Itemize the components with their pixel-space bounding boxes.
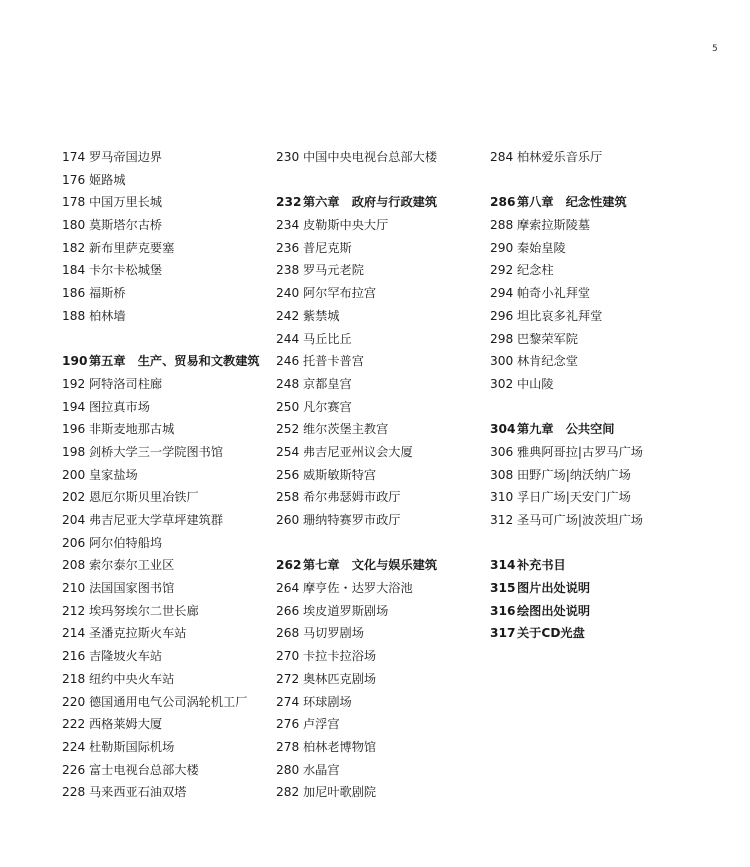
toc-entry [62, 554, 260, 577]
toc-title: 皮勒斯中央大厅 [303, 218, 389, 233]
toc-title: 马切罗剧场 [303, 626, 364, 641]
toc-chapter-heading [490, 577, 643, 600]
toc-title: 德国通用电气公司涡轮机工厂 [89, 694, 248, 709]
toc-chapter-heading [276, 191, 437, 214]
toc-title: 秦始皇陵 [517, 240, 566, 255]
toc-page-number: 226 [62, 762, 86, 777]
toc-entry [276, 781, 437, 804]
toc-page-number: 280 [276, 762, 300, 777]
toc-entry [62, 577, 260, 600]
toc-title: 希尔弗瑟姆市政厅 [303, 490, 401, 505]
toc-column-2 [276, 146, 437, 804]
toc-page-number: 276 [276, 717, 300, 732]
toc-title: 阿特洛司柱廊 [89, 376, 163, 391]
toc-title: 绘图出处说明 [517, 603, 591, 618]
toc-title: 雅典阿哥拉|古罗马广场 [517, 444, 643, 459]
toc-page-number: 230 [276, 150, 300, 164]
toc-spacer [490, 169, 643, 192]
toc-entry [490, 350, 643, 373]
toc-page-number: 288 [490, 218, 514, 233]
toc-page-number: 246 [276, 354, 300, 369]
toc-title: 托普卡普宫 [303, 354, 364, 369]
toc-page-number: 308 [490, 467, 514, 482]
toc-page-number: 198 [62, 444, 86, 459]
toc-title: 京都皇宫 [303, 376, 352, 391]
toc-entry [62, 396, 260, 419]
toc-entry [276, 214, 437, 237]
toc-page-number: 262 [276, 558, 302, 573]
toc-page-number: 258 [276, 490, 300, 505]
toc-title: 剑桥大学三一学院图书馆 [89, 444, 224, 459]
toc-page-number: 254 [276, 444, 300, 459]
toc-entry [276, 418, 437, 441]
toc-page-number: 200 [62, 467, 86, 482]
toc-title: 埃玛努埃尔二世长廊 [89, 603, 199, 618]
toc-column-3 [490, 146, 643, 645]
toc-spacer [276, 169, 437, 192]
toc-page-number: 238 [276, 263, 300, 278]
toc-entry [276, 328, 437, 351]
toc-page-number: 190 [62, 354, 88, 369]
toc-page-number: 296 [490, 308, 514, 323]
toc-entry [490, 146, 643, 169]
toc-title: 第七章 文化与娱乐建筑 [303, 558, 438, 573]
toc-title: 恩厄尔斯贝里冶铁厂 [89, 490, 199, 505]
toc-entry [62, 532, 260, 555]
toc-title: 纪念柱 [517, 263, 554, 278]
toc-title: 第六章 政府与行政建筑 [303, 195, 438, 210]
toc-entry [62, 600, 260, 623]
toc-title: 富士电视台总部大楼 [89, 762, 199, 777]
toc-page-number: 184 [62, 263, 86, 278]
toc-entry [62, 736, 260, 759]
toc-title: 阿尔罕布拉宫 [303, 286, 377, 301]
toc-title: 巴黎荣军院 [517, 331, 578, 346]
toc-chapter-heading [490, 622, 643, 645]
toc-entry [62, 373, 260, 396]
toc-entry [276, 396, 437, 419]
toc-page-number: 240 [276, 286, 300, 301]
toc-page-number: 315 [490, 581, 516, 596]
toc-entry [490, 328, 643, 351]
toc-title: 坦比哀多礼拜堂 [517, 308, 603, 323]
toc-page-number: 192 [62, 376, 86, 391]
toc-title: 卢浮宫 [303, 717, 340, 732]
toc-entry [62, 713, 260, 736]
toc-page-number: 242 [276, 308, 300, 323]
toc-page-number: 282 [276, 785, 300, 800]
toc-title: 罗马元老院 [303, 263, 364, 278]
toc-title: 补充书目 [517, 558, 566, 573]
toc-page-number: 300 [490, 354, 514, 369]
toc-title: 中国中央电视台总部大楼 [303, 150, 438, 164]
toc-chapter-heading [490, 600, 643, 623]
toc-title: 弗吉尼亚州议会大厦 [303, 444, 413, 459]
page-number: 5 [712, 44, 718, 54]
toc-page-number: 270 [276, 649, 300, 664]
toc-entry [490, 282, 643, 305]
toc-entry [62, 418, 260, 441]
toc-title: 水晶宫 [303, 762, 340, 777]
toc-entry [276, 577, 437, 600]
toc-page-number: 194 [62, 399, 86, 414]
toc-page-number: 272 [276, 671, 300, 686]
toc-title: 马丘比丘 [303, 331, 352, 346]
toc-title: 中山陵 [517, 376, 554, 391]
toc-page-number: 202 [62, 490, 86, 505]
toc-title: 珊纳特赛罗市政厅 [303, 513, 401, 527]
toc-spacer [276, 532, 437, 555]
toc-spacer [62, 328, 260, 351]
toc-title: 莫斯塔尔古桥 [89, 218, 163, 233]
toc-page-number: 292 [490, 263, 514, 278]
toc-entry [276, 237, 437, 260]
toc-entry [62, 441, 260, 464]
toc-title: 柏林老博物馆 [303, 739, 377, 754]
toc-page-number: 206 [62, 535, 86, 550]
toc-page-number: 218 [62, 671, 86, 686]
toc-entry [62, 169, 260, 192]
toc-entry [62, 464, 260, 487]
toc-entry [62, 259, 260, 282]
toc-title: 奥林匹克剧场 [303, 671, 377, 686]
toc-entry [62, 668, 260, 691]
toc-page-number: 214 [62, 626, 86, 641]
toc-page-number: 250 [276, 399, 300, 414]
toc-page-number: 208 [62, 558, 86, 573]
toc-page-number: 316 [490, 603, 516, 618]
toc-entry [276, 282, 437, 305]
toc-title: 第八章 纪念性建筑 [517, 195, 627, 210]
toc-entry [62, 645, 260, 668]
toc-entry [276, 736, 437, 759]
toc-page-number: 302 [490, 376, 514, 391]
toc-page-number: 188 [62, 308, 86, 323]
toc-page-number: 174 [62, 150, 86, 164]
toc-page-number: 224 [62, 739, 86, 754]
toc-title: 帕奇小礼拜堂 [517, 286, 591, 301]
toc-title: 中国万里长城 [89, 195, 163, 210]
toc-title: 田野广场|纳沃纳广场 [517, 467, 631, 482]
toc-entry [490, 441, 643, 464]
toc-entry [276, 464, 437, 487]
toc-title: 威斯敏斯特宫 [303, 467, 377, 482]
toc-chapter-heading [490, 554, 643, 577]
toc-page-number: 182 [62, 240, 86, 255]
toc-chapter-heading [276, 554, 437, 577]
toc-spacer [490, 532, 643, 555]
toc-title: 姬路城 [89, 172, 126, 187]
toc-title: 圣潘克拉斯火车站 [89, 626, 187, 641]
toc-page-number: 256 [276, 467, 300, 482]
toc-entry [276, 691, 437, 714]
toc-entry [276, 441, 437, 464]
toc-entry [62, 622, 260, 645]
toc-title: 加尼叶歌剧院 [303, 785, 377, 800]
toc-page-number: 260 [276, 513, 300, 527]
toc-title: 埃皮道罗斯剧场 [303, 603, 389, 618]
toc-title: 圣马可广场|波茨坦广场 [517, 513, 643, 527]
toc-title: 法国国家图书馆 [89, 581, 175, 596]
toc-entry [276, 509, 437, 532]
toc-title: 林肯纪念堂 [517, 354, 578, 369]
toc-page-number: 220 [62, 694, 86, 709]
toc-title: 凡尔赛宫 [303, 399, 352, 414]
toc-entry [62, 781, 260, 804]
toc-page-number: 232 [276, 195, 302, 210]
toc-title: 新布里萨克要塞 [89, 240, 175, 255]
toc-title: 图片出处说明 [517, 581, 591, 596]
toc-page-number: 284 [490, 150, 514, 164]
toc-title: 环球剧场 [303, 694, 352, 709]
toc-page-number: 274 [276, 694, 300, 709]
toc-page-number: 228 [62, 785, 86, 800]
toc-page-number: 252 [276, 422, 300, 437]
toc-title: 紫禁城 [303, 308, 340, 323]
toc-page-number: 264 [276, 581, 300, 596]
toc-page-number: 186 [62, 286, 86, 301]
toc-entry [276, 350, 437, 373]
toc-page-number: 216 [62, 649, 86, 664]
toc-page-number: 210 [62, 581, 86, 596]
toc-page-number: 290 [490, 240, 514, 255]
toc-entry [62, 305, 260, 328]
toc-page-number: 204 [62, 513, 86, 527]
toc-title: 马来西亚石油双塔 [89, 785, 187, 800]
toc-entry [490, 237, 643, 260]
toc-page-number: 278 [276, 739, 300, 754]
toc-title: 第五章 生产、贸易和文教建筑 [89, 354, 260, 369]
toc-entry [276, 305, 437, 328]
toc-page-number: 314 [490, 558, 516, 573]
toc-spacer [490, 396, 643, 419]
toc-page-number: 312 [490, 513, 514, 527]
toc-title: 柏林爱乐音乐厅 [517, 150, 603, 164]
toc-entry [62, 691, 260, 714]
toc-page-number: 298 [490, 331, 514, 346]
toc-title: 关于CD光盘 [517, 626, 585, 641]
toc-entry [276, 486, 437, 509]
toc-page-number: 268 [276, 626, 300, 641]
toc-entry [276, 713, 437, 736]
toc-chapter-heading [490, 418, 643, 441]
toc-entry [490, 509, 643, 532]
toc-entry [62, 282, 260, 305]
toc-page-number: 178 [62, 195, 86, 210]
toc-column-1 [62, 146, 260, 804]
toc-page-number: 266 [276, 603, 300, 618]
toc-page-number: 236 [276, 240, 300, 255]
toc-title: 摩索拉斯陵墓 [517, 218, 591, 233]
toc-entry [490, 214, 643, 237]
toc-title: 阿尔伯特船坞 [89, 535, 163, 550]
toc-title: 图拉真市场 [89, 399, 150, 414]
toc-title: 摩亨佐・达罗大浴池 [303, 581, 413, 596]
toc-entry [490, 486, 643, 509]
toc-title: 卡拉卡拉浴场 [303, 649, 377, 664]
toc-title: 非斯麦地那古城 [89, 422, 175, 437]
toc-title: 福斯桥 [89, 286, 126, 301]
toc-title: 吉隆坡火车站 [89, 649, 163, 664]
toc-page-number: 244 [276, 331, 300, 346]
toc-title: 第九章 公共空间 [517, 422, 615, 437]
toc-title: 罗马帝国边界 [89, 150, 163, 164]
toc-chapter-heading [62, 350, 260, 373]
toc-page-number: 304 [490, 422, 516, 437]
toc-title: 纽约中央火车站 [89, 671, 175, 686]
toc-entry [62, 214, 260, 237]
toc-title: 柏林墙 [89, 308, 126, 323]
toc-page-number: 286 [490, 195, 516, 210]
toc-entry [490, 259, 643, 282]
toc-page-number: 317 [490, 626, 516, 641]
toc-page-number: 196 [62, 422, 86, 437]
toc-entry [62, 509, 260, 532]
toc-title: 孚日广场|天安门广场 [517, 490, 631, 505]
toc-title: 维尔茨堡主教宫 [303, 422, 389, 437]
toc-entry [276, 645, 437, 668]
toc-page-number: 306 [490, 444, 514, 459]
toc-page-number: 234 [276, 218, 300, 233]
toc-entry [276, 259, 437, 282]
toc-entry [276, 759, 437, 782]
toc-title: 杜勒斯国际机场 [89, 739, 175, 754]
toc-entry [62, 237, 260, 260]
toc-entry [276, 668, 437, 691]
toc-entry [490, 373, 643, 396]
toc-page-number: 222 [62, 717, 86, 732]
toc-page-number: 176 [62, 172, 86, 187]
toc-entry [490, 464, 643, 487]
toc-page-number: 248 [276, 376, 300, 391]
toc-chapter-heading [490, 191, 643, 214]
toc-entry [276, 622, 437, 645]
toc-entry [276, 146, 437, 169]
toc-entry [62, 146, 260, 169]
toc-page-number: 310 [490, 490, 514, 505]
toc-title: 索尔泰尔工业区 [89, 558, 175, 573]
toc-entry [490, 305, 643, 328]
toc-title: 西格莱姆大厦 [89, 717, 163, 732]
toc-page-number: 212 [62, 603, 86, 618]
toc-title: 普尼克斯 [303, 240, 352, 255]
toc-entry [276, 373, 437, 396]
toc-entry [62, 191, 260, 214]
toc-title: 皇家盐场 [89, 467, 138, 482]
toc-page-number: 294 [490, 286, 514, 301]
toc-entry [62, 759, 260, 782]
toc-entry [276, 600, 437, 623]
toc-page-number: 180 [62, 218, 86, 233]
toc-title: 卡尔卡松城堡 [89, 263, 163, 278]
toc-entry [62, 486, 260, 509]
toc-title: 弗吉尼亚大学草坪建筑群 [89, 513, 224, 527]
